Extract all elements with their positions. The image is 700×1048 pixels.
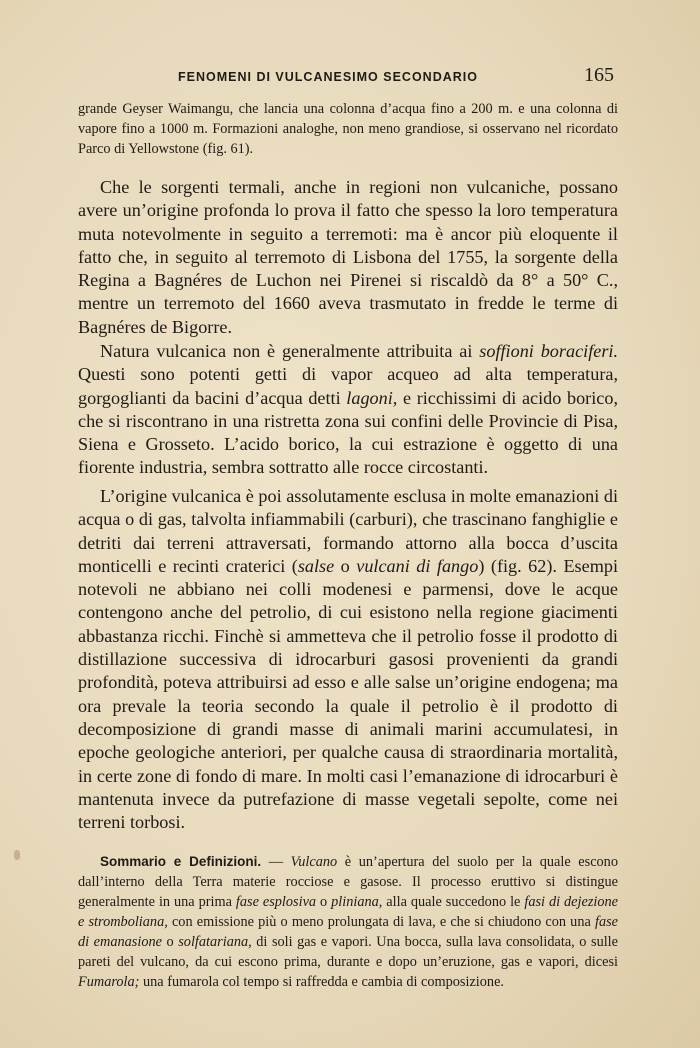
paragraph-soffioni [78,340,618,480]
italic-term: salse [297,555,335,576]
italic-term: lagoni, [346,387,398,408]
italic-term: fasi di dejezione e stromboliana, [78,894,618,930]
text-run: o [316,894,332,910]
italic-term: Vulcano [290,854,338,870]
text-run: o [334,555,357,576]
paragraph-text [78,340,618,480]
text-run: una fumarola col tempo si raffredda e cambia di composizione. [139,974,504,990]
italic-term: fase di emanasione [78,914,618,950]
summary-heading: Sommario e Definizioni. [100,854,262,869]
text-run: ) (fig. 62). Esempi notevoli ne abbiano nei colli modenesi e parmensi, dove le acque contengono anche del petrolio, di cui esistono nella regione giacimenti abbastanza ricchi. Finchè si ammetteva che il petrolio fosse il prodotto di distillazione successiva di idrocarburi gasosi provenienti da grandi profondità, poteva attribuirsi ad esso e alle salse un’origine endogena; ma ora prevale la teoria secondo la quale il petrolio è il prodotto di decomposizione di grandi masse di animali marini accumulatesi, in epoche geologiche anteriori, per qualche causa di straordinaria mortalità, in certe zone di fondo di mare. In molti casi l’emanazione di idrocarburi è mantenuta invece da putrefazione di masse vegetali sepolte, come nei terreni torbosi. [78,555,619,833]
summary-section [78,852,618,992]
text-run: Natura vulcanica non è generalmente attribuita ai [100,341,480,361]
page-number: 165 [584,64,614,86]
paper-blemish [14,850,20,860]
text-run: con emissione più o meno prolungata di lava, e che si chiudono con una [167,914,595,930]
intro-text: grande Geyser Waimangu, che lancia una colonna d’acqua fino a 200 m. e una colonna di vapore fino a 1000 m. Formazioni analoghe, non meno grandiose, si osservano nel ricordato Parco di Yellowstone (fig. 61). [78,101,618,157]
text-run: di soli gas e vapori. Una bocca, sulla lava consolidata, o sulle pareti del vulcano, da cui escono prima, durante e dopo un’eruzione, gas e vapori, dicesi [78,934,619,970]
summary-text [78,852,618,992]
running-title: FENOMENI DI VULCANESIMO SECONDARIO [178,70,478,84]
italic-term: soffioni boraciferi. [479,341,619,361]
paragraph-text: Che le sorgenti termali, anche in regioni non vulcaniche, possano avere un’origine profonda lo prova il fatto che spesso la loro temperatura muta notevolmente in seguito a terremoti: ma è ancor più eloquente il fatto che, in seguito al terremoto di Lisbona del 1755, la sorgente della Regina a Bagnéres de Luchon nei Pirenei si riscaldò da 8° a 50° C., mentre un terremoto del 1660 aveva trasmutato in fredde le terme di Bagnéres de Bigorre. [78,177,618,337]
text-run: o [161,934,179,950]
text-run: — [261,854,291,870]
paragraph-thermal-springs [78,176,618,339]
intro-paragraph [78,99,618,159]
italic-term: Fumarola; [78,974,140,990]
paragraph-text [78,485,618,834]
text-run: è un’apertura del suolo per la quale escono dall’interno della Terra materie rocciose e gasose. Il processo eruttivo si distingue generalmente in una prima [78,854,618,910]
italic-term: fase esplosiva [235,894,317,910]
text-run: L’origine vulcanica è poi assolutamente esclusa in molte emanazioni di acqua o di gas, talvolta infiammabili (carburi), che trascinano fanghiglie e detriti dai terreni attraversati, formando attorno alla bocca d’uscita monticelli e recinti craterici ( [78,486,619,576]
text-run: alla quale succedono le [382,894,525,910]
italic-term: solfatariana, [178,934,252,950]
italic-term: vulcani di fango [356,555,479,576]
italic-term: pliniana, [331,894,383,910]
page-header [78,64,618,90]
paragraph-salse [78,485,618,834]
text-run: e ricchissimi di acido borico, che si riscontrano in una ristretta zona sui confini delle Provincie di Pisa, Siena e Grosseto. L’acido borico, la cui estrazione è oggetto di una fiorente industria, sembra sottratto alle rocce circostanti. [78,387,618,478]
text-run: Questi sono potenti getti di vapor acqueo ad alta temperatura, gorgoglianti da bacini d’acqua detti [78,364,618,408]
